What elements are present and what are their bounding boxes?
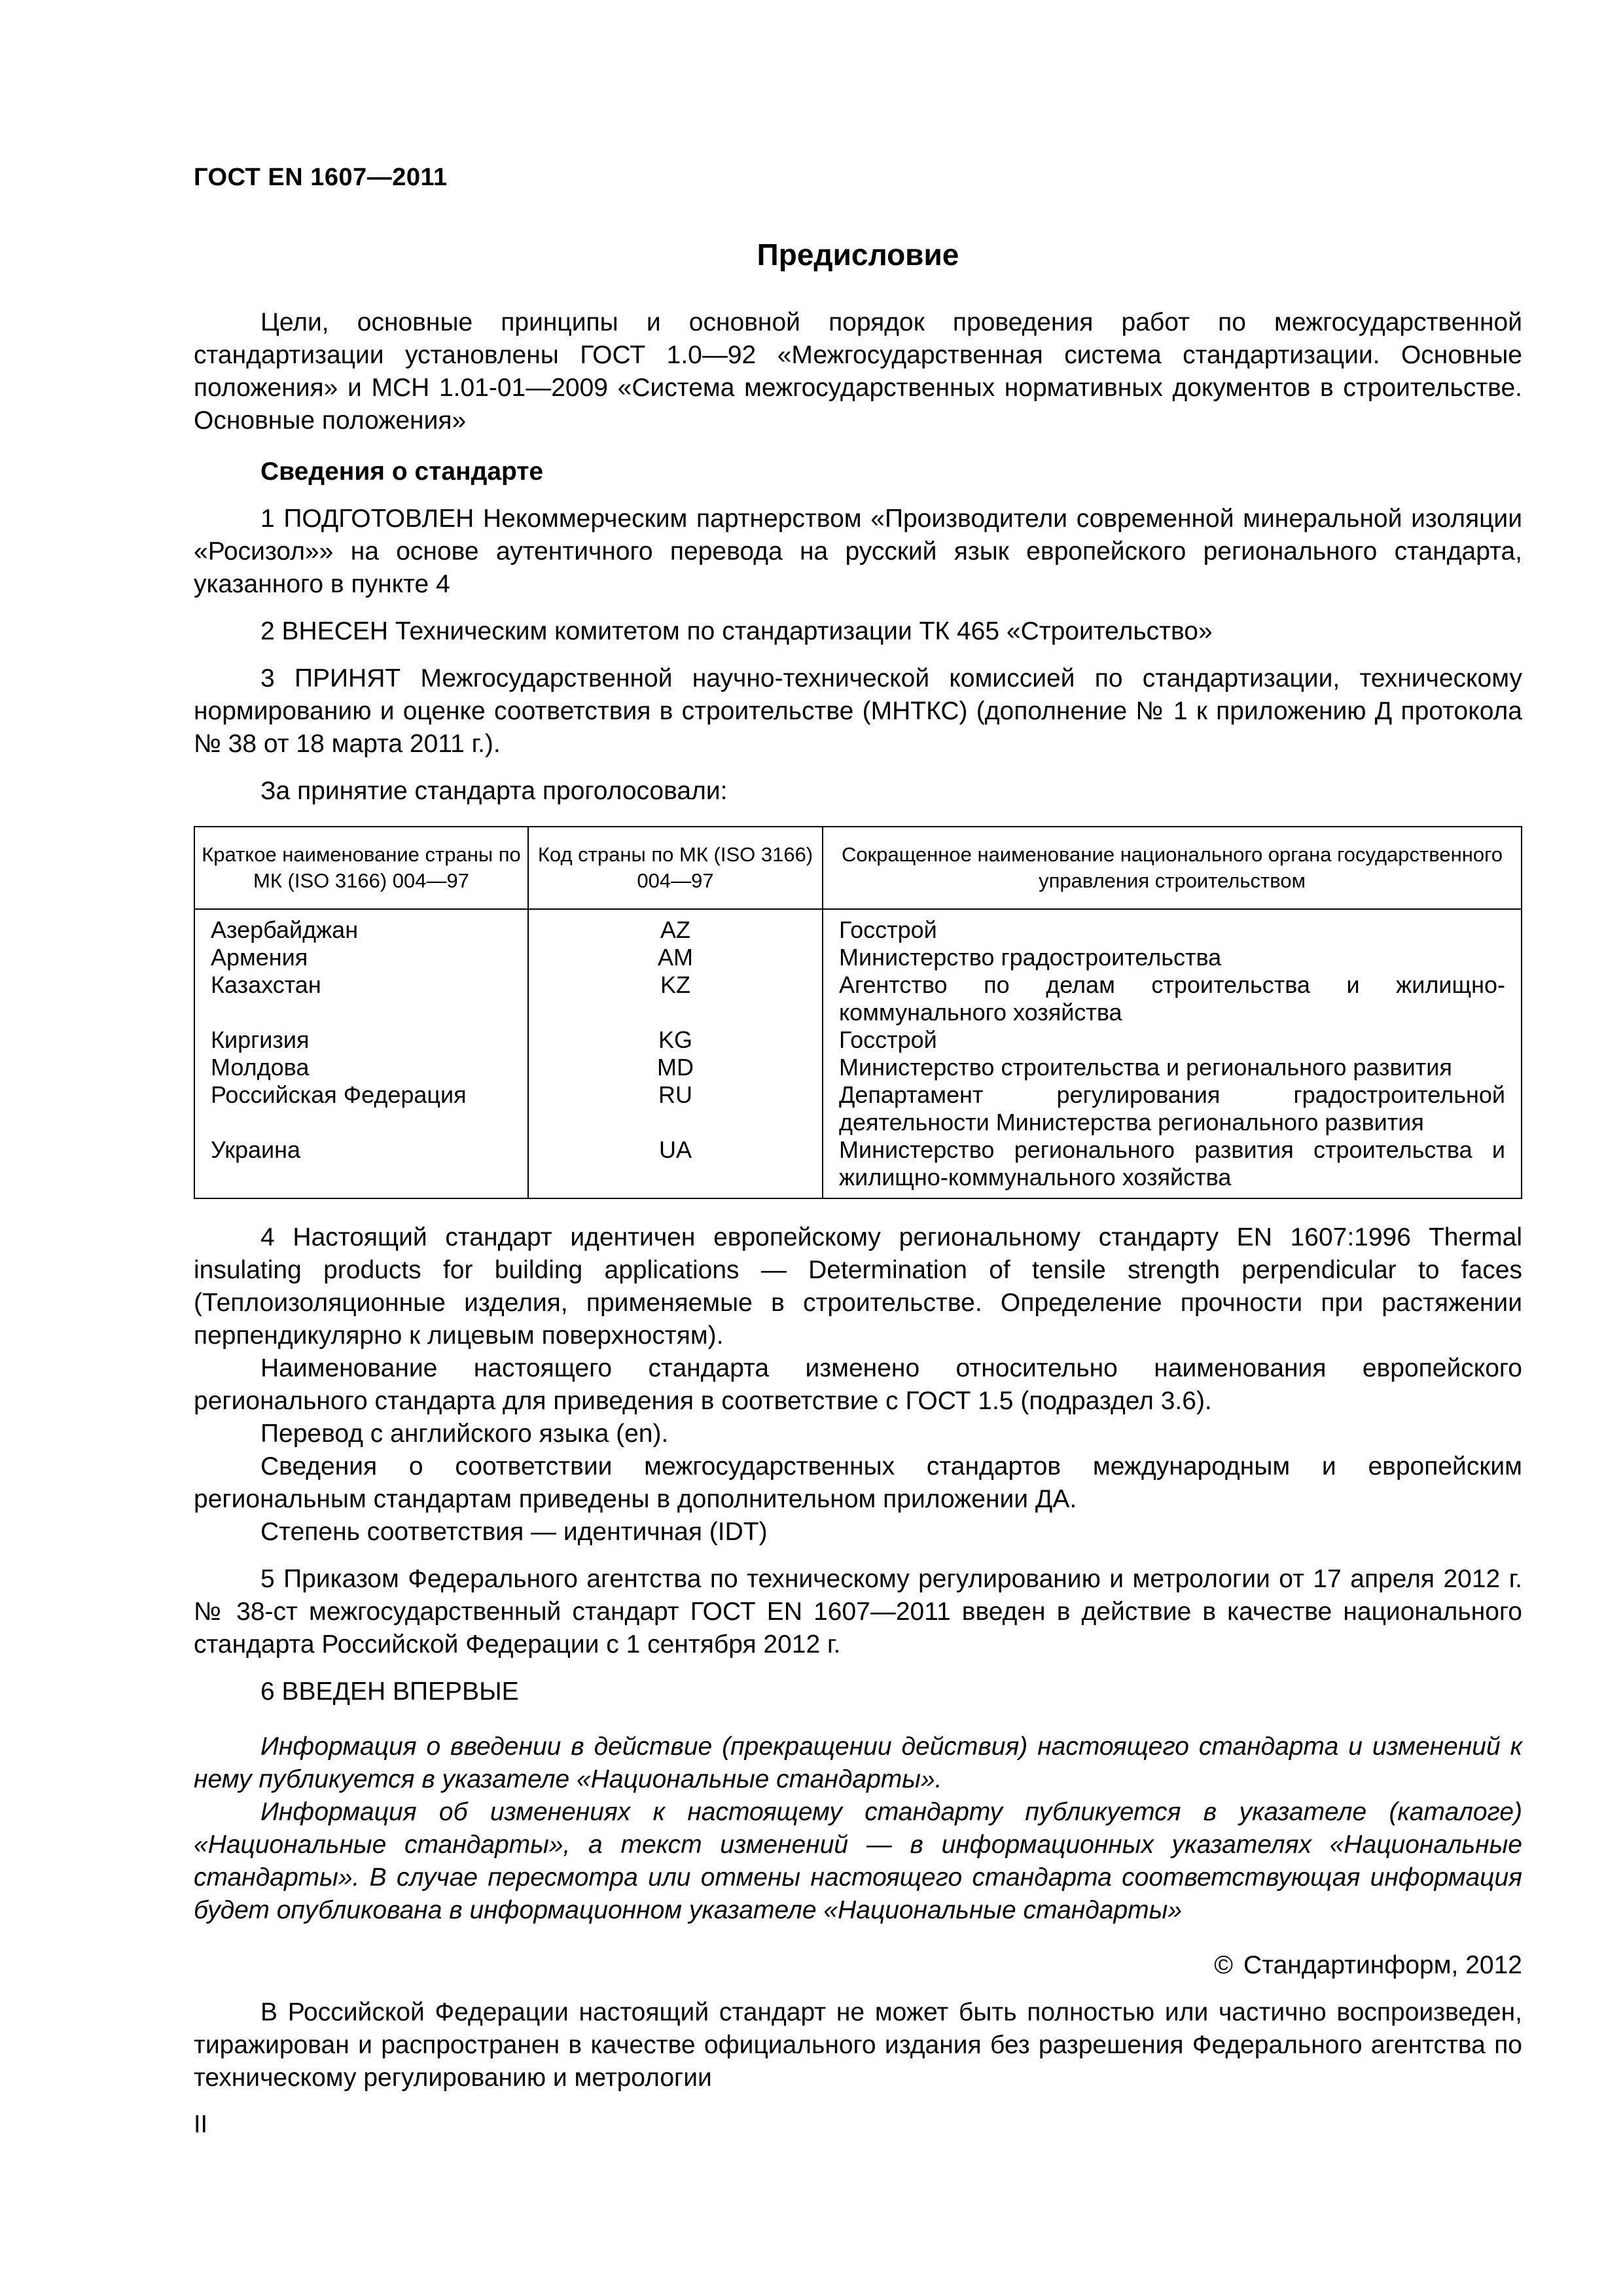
organ-cell: Министерство градостроительства	[823, 944, 1522, 971]
organ-cell: Министерство регионального развития строительства и жилищно-коммунального хозяйства	[823, 1136, 1522, 1198]
header-country-name: Краткое наименование страны по МК (ISO 3166) 004—97	[194, 827, 528, 909]
copyright-text: Стандартинформ, 2012	[1243, 1951, 1522, 1979]
code-cell: AM	[528, 944, 823, 971]
table-row	[194, 1136, 1522, 1198]
organ-cell: Агентство по делам строительства и жилищно-коммунального хозяйства	[823, 971, 1522, 1026]
country-cell: Киргизия	[194, 1026, 528, 1054]
table-row	[194, 944, 1522, 971]
country-cell: Российская Федерация	[194, 1081, 528, 1136]
notice-info-1: Информация о введении в действие (прекращении действия) настоящего стандарта и изменений к нему публикуется в указателе «Национальные стандарты».	[194, 1732, 1522, 1793]
organ-cell: Госстрой	[823, 1026, 1522, 1054]
document-page	[194, 0, 1522, 2296]
country-cell: Армения	[194, 944, 528, 971]
page-title: Предисловие	[757, 238, 959, 272]
vote-label: За принятие стандарта проголосовали:	[260, 777, 728, 805]
reproduction-notice: В Российской Федерации настоящий стандарт не может быть полностью или частично воспроизведен, тиражирован и распространен в качестве официального издания без разрешения Федерального агентства по техническому регулированию и метрологии	[194, 1998, 1522, 2092]
standard-info-heading: Сведения о стандарте	[260, 457, 544, 486]
organ-cell: Госстрой	[823, 909, 1522, 944]
code-cell: AZ	[528, 909, 823, 944]
item-1-paragraph: 1 ПОДГОТОВЛЕН Некоммерческим партнерством «Производители современной минеральной изоляции «Росизол»» на основе аутентичного перевода на русский язык европейского регионального стандарта, указанного в пункте 4	[194, 505, 1522, 598]
code-cell: KG	[528, 1026, 823, 1054]
intro-paragraph: Цели, основные принципы и основной порядок проведения работ по межгосударственной стандартизации установлены ГОСТ 1.0—92 «Межгосударственная система стандартизации. Основные положения» и МСН 1.01-01—2009 «Система межгосударственных нормативных документов в строительстве. Основные положения»	[194, 308, 1522, 435]
table-row	[194, 971, 1522, 1026]
code-cell: KZ	[528, 971, 823, 1026]
header-country-code: Код страны по МК (ISO 3166) 004—97	[528, 827, 823, 909]
translation-paragraph: Перевод с английского языка (en).	[260, 1420, 669, 1448]
vote-table	[194, 826, 1522, 1199]
code-cell: UA	[528, 1136, 823, 1198]
item-3-paragraph: 3 ПРИНЯТ Межгосударственной научно-технической комиссией по стандартизации, техническому нормированию и оценке соответствия в строительстве (МНТКС) (дополнение № 1 к приложению Д протокола № 38 от 18 марта 2011 г.).	[194, 664, 1522, 758]
header-national-organ: Сокращенное наименование национального органа государственного управления строительством	[823, 827, 1522, 909]
organ-cell: Департамент регулирования градостроительной деятельности Министерства регионального развития	[823, 1081, 1522, 1136]
code-cell: RU	[528, 1081, 823, 1136]
country-cell: Молдова	[194, 1054, 528, 1081]
document-body	[194, 306, 1522, 2094]
country-cell: Украина	[194, 1136, 528, 1198]
item-5-paragraph: 5 Приказом Федерального агентства по техническому регулированию и метрологии от 17 апреля 2012 г. № 38-ст межгосударственный стандарт ГОСТ EN 1607—2011 введен в действие в качестве национального стандарта Российской Федерации с 1 сентября 2012 г.	[194, 1565, 1522, 1659]
compliance-degree-paragraph: Степень соответствия — идентичная (IDT)	[260, 1518, 768, 1546]
copyright-line	[194, 1949, 1522, 1982]
table-row	[194, 1081, 1522, 1136]
item-4-paragraph: 4 Настоящий стандарт идентичен европейскому региональному стандарту EN 1607:1996 Thermal insulating products for building applications — Determination of tensile strength perpendicular to faces (Теплоизоляционные изделия, применяемые в строительстве. Определение прочности при растяжении перпендикулярно к лицевым поверхностям).	[194, 1223, 1522, 1350]
page-number: II	[194, 2111, 208, 2138]
country-cell: Азербайджан	[194, 909, 528, 944]
country-cell: Казахстан	[194, 971, 528, 1026]
vote-table-header-row	[194, 827, 1522, 909]
table-row	[194, 909, 1522, 944]
table-row	[194, 1026, 1522, 1054]
copyright-symbol: ©	[1214, 1951, 1233, 1979]
compliance-info-paragraph: Сведения о соответствии межгосударственных стандартов международным и европейским региональным стандартам приведены в дополнительном приложении ДА.	[194, 1452, 1522, 1513]
notice-info-2: Информация об изменениях к настоящему стандарту публикуется в указателе (каталоге) «Национальные стандарты», а текст изменений — в информационных указателях «Национальные стандарты». В случае пересмотра или отмены настоящего стандарта соответствующая информация будет опубликована в информационном указателе «Национальные стандарты»	[194, 1798, 1522, 1924]
code-cell: MD	[528, 1054, 823, 1081]
item-2-paragraph: 2 ВНЕСЕН Техническим комитетом по стандартизации ТК 465 «Строительство»	[260, 617, 1213, 645]
document-id-header: ГОСТ EN 1607—2011	[194, 164, 448, 191]
item-6-paragraph: 6 ВВЕДЕН ВПЕРВЫЕ	[260, 1677, 519, 1706]
organ-cell: Министерство строительства и регионального развития	[823, 1054, 1522, 1081]
table-row	[194, 1054, 1522, 1081]
name-change-paragraph: Наименование настоящего стандарта изменено относительно наименования европейского регионального стандарта для приведения в соответствие с ГОСТ 1.5 (подраздел 3.6).	[194, 1354, 1522, 1415]
